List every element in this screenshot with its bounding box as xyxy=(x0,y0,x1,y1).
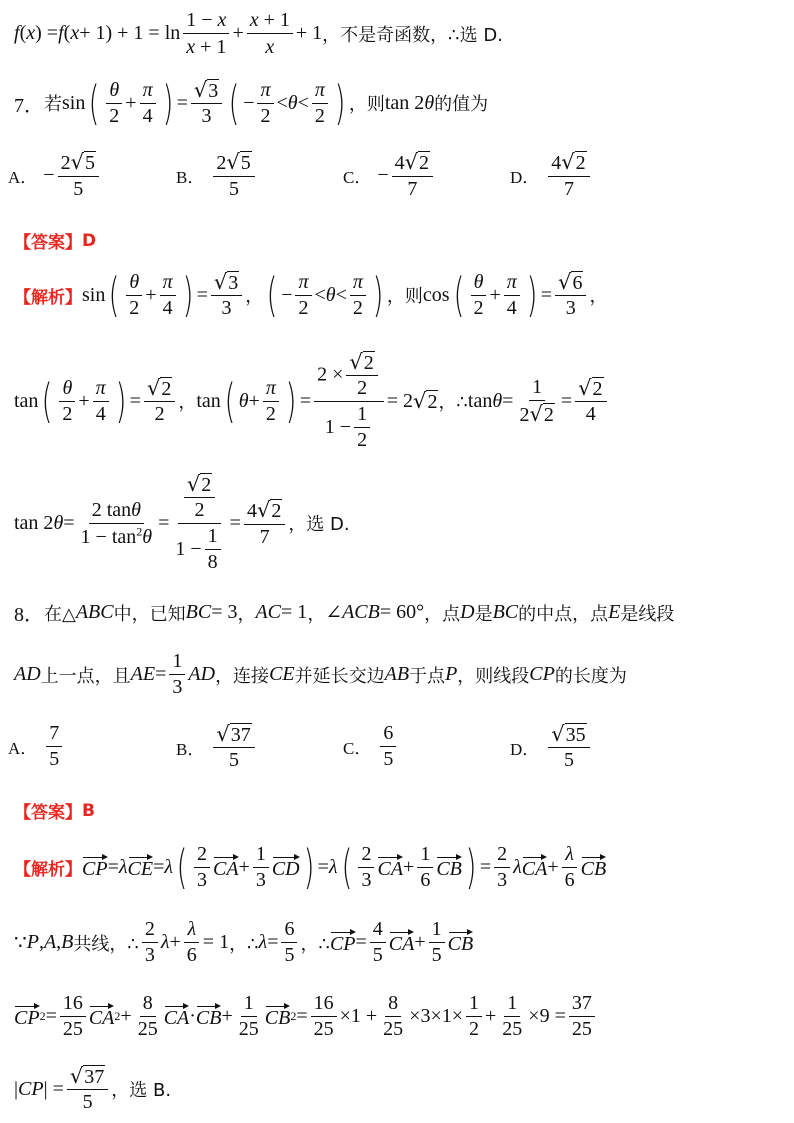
text-q8-f: 是线段 xyxy=(620,603,675,625)
analysis-label: 【解析】 xyxy=(14,287,82,308)
option-c-label: C． xyxy=(343,168,372,187)
text-ze: ，则 xyxy=(386,286,423,308)
text-ze: ，则 xyxy=(348,94,385,116)
option-b-label: B． xyxy=(176,168,205,187)
analysis-8-line-3: CP 2 = $\frac{16}{25}$ CA 2 + $\frac{8}{25}$ CA · CB + $\frac{1}{25}$ CB 2 = $\frac{16}{25}$ ×1 + $\frac{8}{25}$ ×3×1× $\frac{1}{2}$ + $\frac{1}{25}$ ×9 = $\frac{37}{25}$ xyxy=(14,992,598,1041)
q7-option-d[interactable]: D． 4 √ 2 7 xyxy=(510,150,593,201)
question-8-number: 8． xyxy=(14,604,44,626)
q7-option-a[interactable]: A． − 2 √ 5 5 xyxy=(8,150,102,201)
text-comma: ， xyxy=(307,603,326,625)
analysis-label: 【解析】 xyxy=(14,860,82,880)
line-parity-conclusion: f ( x ) = f ( x + 1) + 1 = ln $\frac{1 - x}{x + 1}$ + $\frac{x + 1}{x}$ + 1 ，不是奇函数，∴选 D. xyxy=(14,9,503,58)
analysis-7-line-2: tan ( $\frac{\theta}{2}$ + $\frac{\pi}{4}$ ) = √ 2 2 ， tan ( θ + $\frac{\pi}{2}$ ) = 2 × √ 2 2 1 − $\frac{1}{2}$ = 2 √ 2 ，∴ tan θ = 1 2 √ 2 = √ 2 4 xyxy=(14,350,610,452)
answer-label: 【答案】 xyxy=(14,803,82,823)
q8-option-c[interactable]: C． $\frac{6}{5}$ xyxy=(343,722,399,771)
text-q8-g: 上一点，且 xyxy=(40,665,131,687)
text-q8-j: 于点 xyxy=(409,665,446,687)
analysis-7-line-3: tan 2 θ = $\frac{2 \tan\theta}{1 - \tan^2\theta}$ = √ 2 2 1 − $\frac{1}{8}$ = 4 √ 2 7 ，选 D. xyxy=(14,472,350,574)
answer-value: D xyxy=(82,230,97,251)
text-q8-k: ，则线段 xyxy=(457,665,530,687)
text-therefore: ，∴ xyxy=(229,933,259,955)
analysis-8-line-1: 【解析】 CP = λ CE = λ ( $\frac{2}{3}$ CA + $\frac{1}{3}$ CD ) = λ ( $\frac{2}{3}$ CA + $\frac{1}{6}$ CB ) = $\frac{2}{3}$ λ CA + $\frac{\lambda}{6}$ CB xyxy=(14,840,607,895)
answer-label: 【答案】 xyxy=(14,233,82,253)
question-8-stem-line-1: 8． 在△ ABC 中，已知 BC = 3 ， AC = 1 ， ∠ ACB = 60° ，点 D 是 BC 的中点，点 E 是线段 xyxy=(14,598,674,627)
text-choose-d: ，选 D. xyxy=(288,514,350,536)
q8-option-d[interactable]: D． √ 35 5 xyxy=(510,722,593,772)
option-d-label: D． xyxy=(510,739,540,759)
text-q8-d: 是 xyxy=(474,603,493,625)
answer-value: B xyxy=(82,800,95,821)
text-ruo: 若 xyxy=(44,94,62,116)
text-comma: ， xyxy=(237,603,256,625)
text-q8-h: ，连接 xyxy=(215,665,270,687)
text-q8-b: 中，已知 xyxy=(113,603,186,625)
question-7-stem: 7． 若 sin ( $\frac{\theta}{2}$ + $\frac{\pi}{4}$ ) = √ 3 3 ( − $\frac{\pi}{2}$ < θ < $\frac{\pi}{2}$ ) ，则 tan 2 θ 的值为 xyxy=(14,75,489,130)
text-q8-i: 并延长交边 xyxy=(294,665,385,687)
text-comma: ， xyxy=(589,286,608,308)
answer-8 xyxy=(14,798,95,823)
analysis-7-line-1: 【解析】 sin ( $\frac{\theta}{2}$ + $\frac{\pi}{4}$ ) = √ 3 3 ， ( − $\frac{\pi}{2}$ < θ < $\frac{\pi}{2}$ ) ，则 cos ( $\frac{\theta}{2}$ + $\frac{\pi}{4}$ ) = √ 6 3 ， xyxy=(14,267,608,322)
question-8-stem-line-2: AD 上一点，且 AE = $\frac{1}{3}$ AD ，连接 CE 并延长交边 AB 于点 P ，则线段 CP 的长度为 xyxy=(14,650,627,698)
analysis-8-line-2: ∵ P , A , B 共线，∴ $\frac{2}{3}$ λ + $\frac{\lambda}{6}$ = 1 ，∴ λ = $\frac{6}{5}$ ，∴ CP = $\frac{4}{5}$ CA + $\frac{1}{5}$ CB xyxy=(14,918,474,966)
text-q8-e: 的中点，点 xyxy=(518,603,609,625)
text-q8-a: 在△ xyxy=(44,603,76,625)
text-gongxian: 共线，∴ xyxy=(73,933,139,955)
analysis-8-line-4: | CP | = √ 37 5 ，选 B. xyxy=(14,1064,172,1114)
q8-option-b[interactable]: B． √ 37 5 xyxy=(176,722,258,772)
text-comma: ， xyxy=(245,286,264,308)
text-q8-c: ，点 xyxy=(424,603,461,625)
option-a-label: A． xyxy=(8,168,38,187)
text-choose-b: ，选 B. xyxy=(111,1080,172,1102)
option-d-label: D． xyxy=(510,168,540,187)
text-q8-l: 的长度为 xyxy=(554,665,627,687)
text-therefore: ，∴ xyxy=(438,392,468,414)
q8-option-a[interactable]: A． $\frac{7}{5}$ xyxy=(8,722,65,771)
option-b-label: B． xyxy=(176,739,205,759)
answer-7 xyxy=(14,228,96,253)
text-comma: ， xyxy=(178,392,197,414)
q7-option-b[interactable]: B． 2 √ 5 5 xyxy=(176,150,258,201)
option-c-label: C． xyxy=(343,739,372,758)
q7-option-c[interactable]: C． − 4 √ 2 7 xyxy=(343,150,436,201)
text-dezhi: 的值为 xyxy=(434,94,489,116)
option-a-label: A． xyxy=(8,739,38,758)
question-7-number: 7． xyxy=(14,94,44,117)
text-therefore: ，∴ xyxy=(300,933,330,955)
text-not-odd: ，不是奇函数，∴选 D. xyxy=(322,24,503,46)
